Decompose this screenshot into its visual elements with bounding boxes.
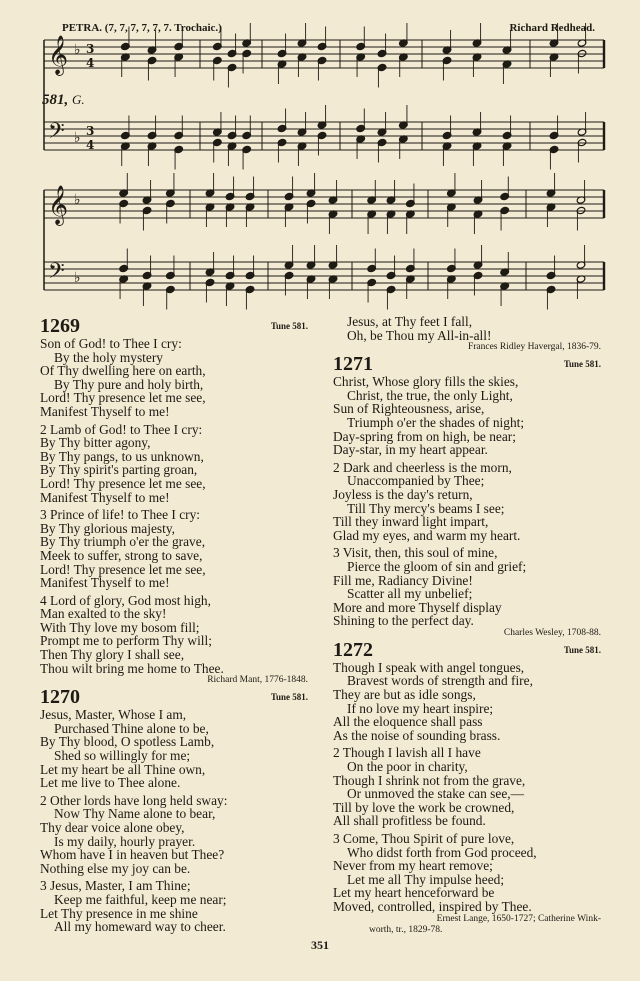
hymn-line: If no love my heart inspire; bbox=[347, 700, 494, 716]
hymn-number-value: 1269 bbox=[40, 315, 80, 337]
hymn-line: Lord! Thy presence let me see, bbox=[40, 561, 206, 577]
hymn-attribution: Ernest Lange, 1650-1727; Catherine Wink- bbox=[436, 913, 601, 924]
hymn-number bbox=[333, 639, 605, 661]
hymn-number-value: 1271 bbox=[333, 353, 373, 376]
hymn-line: Lord! Thy presence let me see, bbox=[40, 475, 206, 491]
hymn-line: Though I shrink not from the grave, bbox=[333, 772, 526, 788]
hymn-line: Bravest words of strength and fire, bbox=[347, 673, 533, 689]
hymn-line: Triumph o'er the shades of night; bbox=[347, 414, 525, 430]
hymn-line: Now Thy Name alone to bear, bbox=[54, 806, 216, 822]
hymn-attribution: Charles Wesley, 1708-88. bbox=[503, 627, 601, 638]
hymn-attribution: Frances Ridley Havergal, 1836-79. bbox=[467, 342, 601, 353]
hymn-line: As the noise of sounding brass. bbox=[333, 727, 501, 743]
time-signature: 4 bbox=[86, 56, 95, 70]
hymn-line: Till Thy mercy's beams I see; bbox=[347, 500, 505, 516]
hymn-line: 2 Other lords have long held sway: bbox=[40, 792, 228, 808]
hymn-line: By Thy spirit's parting groan, bbox=[40, 462, 198, 478]
hymn-line: Moved, controlled, inspired by Thee. bbox=[333, 898, 532, 914]
key-flat: ♭ bbox=[74, 130, 81, 146]
hymn-line: 3 Come, Thou Spirit of pure love, bbox=[333, 831, 515, 846]
hymn-line: 3 Visit, then, this soul of mine, bbox=[333, 545, 498, 561]
hymn-line: Whom have I in heaven but Thee? bbox=[40, 847, 225, 863]
hymn-line: Nothing else my joy can be. bbox=[40, 860, 191, 876]
hymn-line: Never from my heart remove; bbox=[333, 858, 493, 874]
hymn-line: Pierce the gloom of sin and grief; bbox=[347, 558, 527, 574]
hymn-line: By Thy bitter agony, bbox=[40, 435, 151, 451]
key-flat: ♭ bbox=[74, 192, 81, 208]
hymn-line: Is my daily, hourly prayer. bbox=[54, 833, 196, 849]
treble-clef: 𝄞 bbox=[48, 185, 69, 225]
bass-clef: 𝄢 bbox=[48, 119, 65, 149]
hymn-line: Shed so willingly for me; bbox=[54, 748, 191, 764]
music-score bbox=[0, 0, 640, 310]
hymn-line: Who didst forth from God proceed, bbox=[347, 844, 537, 860]
hymn-line: Son of God! to Thee I cry: bbox=[40, 336, 182, 351]
key-flat: ♭ bbox=[74, 270, 81, 286]
hymn-line: 2 Dark and cheerless is the morn, bbox=[333, 459, 512, 475]
hymn-line: 4 Lord of glory, God most high, bbox=[40, 592, 211, 608]
tune-reference: Tune 581. bbox=[270, 692, 308, 703]
hymn-number bbox=[40, 686, 312, 708]
key-flat: ♭ bbox=[74, 42, 81, 58]
hymn-line: Let Thy presence in me shine bbox=[40, 905, 198, 921]
hymn-line: Prompt me to perform Thy will; bbox=[40, 633, 212, 649]
hymn-line: Meek to suffer, strong to save, bbox=[40, 547, 203, 563]
hymn-line: By the holy mystery bbox=[54, 349, 163, 365]
hymn-line: Manifest Thyself to me! bbox=[40, 575, 170, 591]
left-column bbox=[40, 315, 312, 934]
hymn-line: Till they inward light impart, bbox=[333, 514, 489, 530]
hymn-line: Sun of Righteousness, arise, bbox=[333, 401, 485, 417]
hymn-line: Keep me faithful, keep me near; bbox=[54, 891, 227, 907]
tune-reference: Tune 581. bbox=[270, 321, 308, 331]
hymn-line: More and more Thyself display bbox=[333, 599, 502, 615]
hymn-line: Thou wilt bring me home to Thee. bbox=[40, 660, 224, 676]
hymn-line: Jesus, Master, Whose I am, bbox=[40, 707, 187, 723]
hymn-line: Though I speak with angel tongues, bbox=[333, 659, 525, 675]
hymn-line: They are but as idle songs, bbox=[333, 687, 476, 703]
hymn-line: Joyless is the day's return, bbox=[333, 486, 473, 502]
right-column bbox=[333, 315, 605, 936]
hymn-attribution: Richard Mant, 1776-1848. bbox=[207, 675, 308, 686]
hymn-line: By Thy glorious majesty, bbox=[40, 520, 176, 536]
hymn-attribution: worth, tr., 1829-78. bbox=[369, 924, 443, 935]
hymn-line: 3 Prince of life! to Thee I cry: bbox=[40, 507, 201, 523]
hymn-number bbox=[333, 353, 605, 375]
page-number: 351 bbox=[311, 938, 329, 952]
hymn-line: On the poor in charity, bbox=[347, 759, 468, 775]
time-signature: 3 bbox=[86, 124, 95, 138]
hymn-line: 3 Jesus, Master, I am Thine; bbox=[40, 878, 191, 894]
hymn-line: Then Thy glory I shall see, bbox=[40, 647, 185, 663]
hymn-line: By Thy pangs, to us unknown, bbox=[40, 448, 204, 464]
hymn-line: Purchased Thine alone to be, bbox=[54, 720, 209, 736]
hymn-line: Christ, the true, the only Light, bbox=[347, 387, 513, 403]
hymn-line: Fill me, Radiancy Divine! bbox=[333, 572, 473, 588]
hymn-line: All shall profitless be found. bbox=[333, 813, 486, 829]
hymn-line: Glad my eyes, and warm my heart. bbox=[333, 527, 521, 543]
hymn-line: By Thy pure and holy birth, bbox=[54, 376, 204, 392]
hymn-line: Let my heart henceforward be bbox=[333, 885, 495, 901]
hymn-line: Day-star, in my heart appear. bbox=[333, 442, 488, 458]
tune-title: PETRA. (7, 7, 7, 7, 7, 7. Trochaic.) bbox=[62, 22, 222, 34]
hymn-line: By Thy triumph o'er the grave, bbox=[40, 534, 206, 550]
hymn-line: Scatter all my unbelief; bbox=[347, 586, 473, 602]
hymn-line: 2 Though I lavish all I have bbox=[333, 745, 481, 761]
hymn-line: By Thy blood, O spotless Lamb, bbox=[40, 734, 215, 750]
hymn-number-value: 1272 bbox=[333, 638, 373, 661]
hymn-line: Day-spring from on high, be near; bbox=[333, 428, 516, 444]
hymn-line: Oh, be Thou my All-in-all! bbox=[347, 327, 492, 343]
hymn-line: Manifest Thyself to me! bbox=[40, 403, 170, 419]
hymn-number-value: 1270 bbox=[40, 686, 80, 709]
hymn-line: Or unmoved the stake can see,— bbox=[347, 786, 524, 802]
hymn-line: 2 Lamb of God! to Thee I cry: bbox=[40, 421, 203, 437]
hymn-line: Thy dear voice alone obey, bbox=[40, 820, 185, 835]
composer: Richard Redhead. bbox=[509, 22, 595, 34]
hymn-line: Till by love the work be crowned, bbox=[333, 799, 515, 815]
time-signature: 3 bbox=[86, 42, 95, 56]
tune-key: G. bbox=[72, 92, 85, 107]
hymn-line: Unaccompanied by Thee; bbox=[347, 473, 485, 489]
hymn-line: Jesus, at Thy feet I fall, bbox=[347, 314, 473, 329]
tune-reference: Tune 581. bbox=[563, 644, 601, 655]
hymn-line: Manifest Thyself to me! bbox=[40, 489, 170, 505]
treble-clef: 𝄞 bbox=[48, 35, 69, 75]
hymn-line: Lord! Thy presence let me see, bbox=[40, 390, 206, 406]
tune-reference: Tune 581. bbox=[563, 359, 601, 370]
hymn-line: Let me live to Thee alone. bbox=[40, 775, 181, 791]
hymn-line: Of Thy dwelling here on earth, bbox=[40, 363, 206, 379]
hymn-line: Let my heart be all Thine own, bbox=[40, 761, 206, 777]
hymn-number bbox=[40, 315, 312, 337]
tune-number-value: 581, bbox=[42, 92, 69, 108]
hymn-line: Man exalted to the sky! bbox=[40, 606, 167, 622]
hymn-line: Let me all Thy impulse heed; bbox=[347, 871, 505, 887]
hymn-line: Shining to the perfect day. bbox=[333, 613, 474, 629]
hymn-line: Christ, Whose glory fills the skies, bbox=[333, 374, 519, 390]
bass-clef: 𝄢 bbox=[48, 259, 65, 289]
hymn-line: With Thy love my bosom fill; bbox=[40, 619, 200, 635]
time-signature: 4 bbox=[86, 138, 95, 152]
hymn-line: All my homeward way to cheer. bbox=[54, 919, 226, 935]
hymn-line: All the eloquence shall pass bbox=[333, 714, 483, 730]
